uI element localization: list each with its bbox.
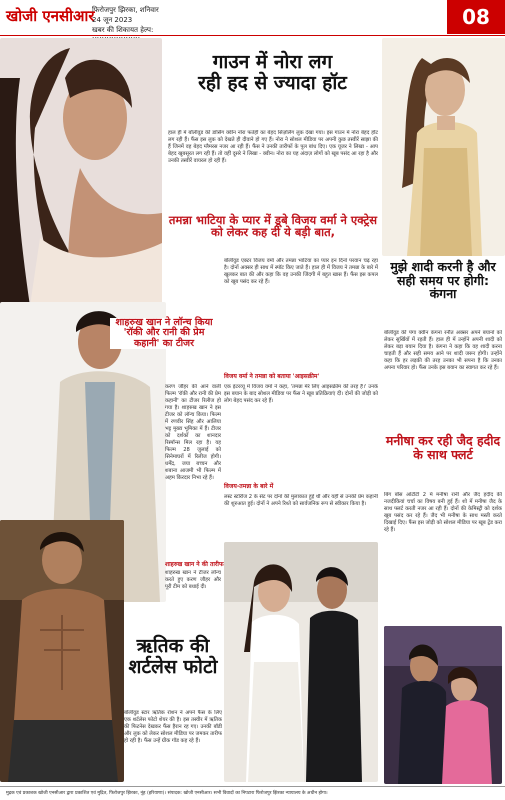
tamannaah-vijay-photo — [224, 542, 378, 782]
nora-headline-line-1: गाउन में नोरा लग — [212, 51, 333, 73]
tamannaah-body-1: बॉलीवुड एक्टर विजय वर्मा और तमन्ना भाटिया का प्यार इन दिनों परवान चढ़ रहा है। दोनों अक्सर ही साथ में स्पॉट किए जाते हैं। हाल ही में विजय ने तमन्ना के बारे में खुलकर बात की और कहा कि वह उनकी जिंदगी में बहुत खास हैं। फैंस इस कपल को खूब पसंद कर रहे हैं। — [224, 258, 378, 285]
page-number: 08 — [447, 0, 505, 34]
hrithik-body: बॉलीवुड स्टार ऋतिक रोशन ने अपने फैंस के लिए एक शर्टलेस फोटो शेयर की है। इस तस्वीर में ऋतिक की फिटनेस देखकर फैंस हैरान रह गए। उनकी बॉडी और लुक को लेकर सोशल मीडिया पर जमकर तारीफ हो रही है। फैंस उन्हें ग्रीक गॉड कह रहे हैं। — [124, 710, 222, 744]
manisha-headline: मनीषा कर रही जैद हदीद के साथ फ्लर्ट — [385, 433, 501, 462]
nora-fatehi-photo — [0, 38, 162, 306]
tamannaah-headline: तमन्ना भाटिया के प्यार में डूबे विजय वर्मा ने एक्ट्रेस को लेकर कह दी ये बड़ी बात, — [168, 213, 378, 240]
dateline-text: फिरोजपुर झिरका, शनिवार 24 जून 2023 — [92, 6, 159, 24]
newspaper-name: खोजी एनसीआर — [6, 7, 95, 25]
masthead — [0, 0, 505, 36]
nora-headline-line-2: रही हद से ज्यादा हॉट — [198, 71, 347, 94]
shahrukh-headline: शाहरुख खान ने लॉन्च किया 'रॉकी और रानी की प्रेम कहानी' का टीजर — [110, 318, 218, 349]
manisha-zaid-photo — [384, 626, 502, 784]
tamannaah-body-2: एक इंटरव्यू में विजय वर्मा ने कहा, 'तमन्ना मेरे लिए आइसक्रीम की तरह हैं।' उनके इस बयान के बाद सोशल मीडिया पर फैंस ने खूब प्रतिक्रियाएं दीं। दोनों की जोड़ी को लोग बेहद पसंद कर रहे हैं। — [224, 384, 378, 404]
tamannaah-body-3: लस्ट स्टोरीज 2 के सेट पर दोनों की मुलाकात हुई थी और यहीं से उनकी प्रेम कहानी की शुरुआत हुई। दोनों ने अपने रिश्ते को सार्वजनिक रूप से स्वीकार किया है। — [224, 494, 378, 507]
kangana-headline: मुझे शादी करनी है और सही समय पर होगी: कंगना — [390, 259, 496, 301]
tamannaah-subhead-2: विजय-तमन्ना के बारे में — [224, 483, 274, 490]
shahrukh-body: करण जौहर की आने वाली फिल्म 'रॉकी और रानी की प्रेम कहानी' का टीजर रिलीज हो गया है। शाहरुख खान ने इस टीजर को लॉन्च किया। फिल्म में रणवीर सिंह और आलिया भट्ट मुख्य भूमिका में हैं। टीजर को दर्शकों का शानदार रिस्पॉन्स मिल रहा है। यह फिल्म 28 जुलाई को सिनेमाघरों में रिलीज होगी। धर्मेंद्र, जया बच्चन और शबाना आजमी भी फिल्म में अहम किरदार निभा रहे हैं। — [165, 384, 221, 481]
shahrukh-subhead: शाहरुख खान ने की तारीफ — [165, 561, 224, 568]
kangana-body: बॉलीवुड की पंगा क्वीन कंगना रनौत अक्सर अपने बयानों को लेकर सुर्खियों में रहती हैं। हाल ही में उन्होंने अपनी शादी को लेकर बड़ा बयान दिया है। कंगना ने कहा कि वह शादी करना चाहती हैं और सही समय आने पर शादी जरूर होगी। उन्होंने कहा कि हर लड़की की तरह उनका भी सपना है कि उनका अपना परिवार हो। फैंस उनके इस बयान का स्वागत कर रहे हैं। — [384, 330, 502, 371]
hrithik-headline: ऋतिक की शर्टलेस फोटो — [128, 635, 218, 678]
kangana-ranaut-photo — [382, 38, 505, 256]
tamannaah-subhead-1: विजय वर्मा ने तमन्ना को बताया 'आइसक्रीम' — [224, 373, 320, 380]
footer-imprint: मुद्रक एवं प्रकाशक खोजी एनसीआर द्वारा प्रकाशित एवं मुद्रित, फिरोजपुर झिरका, नूंह (हरियाणा)। संपादक: खोजी एनसीआर। सभी विवादों का निपटारा फिरोजपुर झिरका न्यायालय के अधीन होगा। — [0, 786, 505, 800]
edition-text: खबर की शिकायत हेल्प: — [92, 26, 154, 34]
manisha-body: बिग बॉस ओटीटी 2 में मनीषा रानी और जैद हदीद की नजदीकियां चर्चा का विषय बनी हुई हैं। शो में मनीषा जैद के साथ फ्लर्ट करती नजर आ रही हैं। दोनों की केमिस्ट्री को दर्शक खूब पसंद कर रहे हैं। जैद भी मनीषा के साथ मस्ती करते दिखाई दिए। फैंस इस जोड़ी को सोशल मीडिया पर खूब ट्रेंड करा रहे हैं। — [384, 492, 502, 533]
hrithik-roshan-photo — [0, 520, 124, 782]
nora-body: हाल ही में बॉलीवुड की डांसिंग क्वीन नोरा फतेही का बेहद सिज़लिंग लुक देखा गया। इस गाउन में नोरा बेहद हॉट लग रही हैं। फैंस इस लुक को देखते ही दीवाने हो गए हैं। नोरा ने सोशल मीडिया पर अपनी कुछ तस्वीरें साझा की हैं जिनमें वह बेहद ग्लैमरस नजर आ रही हैं। फैंस ने उनकी तारीफों के पुल बांध दिए। एक यूजर ने लिखा - आप बेहद खूबसूरत लग रही हैं। तो वहीं दूसरे ने लिखा - क्वीन। नोरा का यह अंदाज़ लोगों को खूब पसंद आ रहा है और उनकी तस्वीरें वायरल हो रही हैं। — [168, 130, 378, 164]
nora-headline — [170, 52, 375, 93]
shahrukh-body-2: शाहरुख खान ने टीजर लॉन्च करते हुए करण जौहर और पूरी टीम को बधाई दी। — [165, 570, 221, 590]
